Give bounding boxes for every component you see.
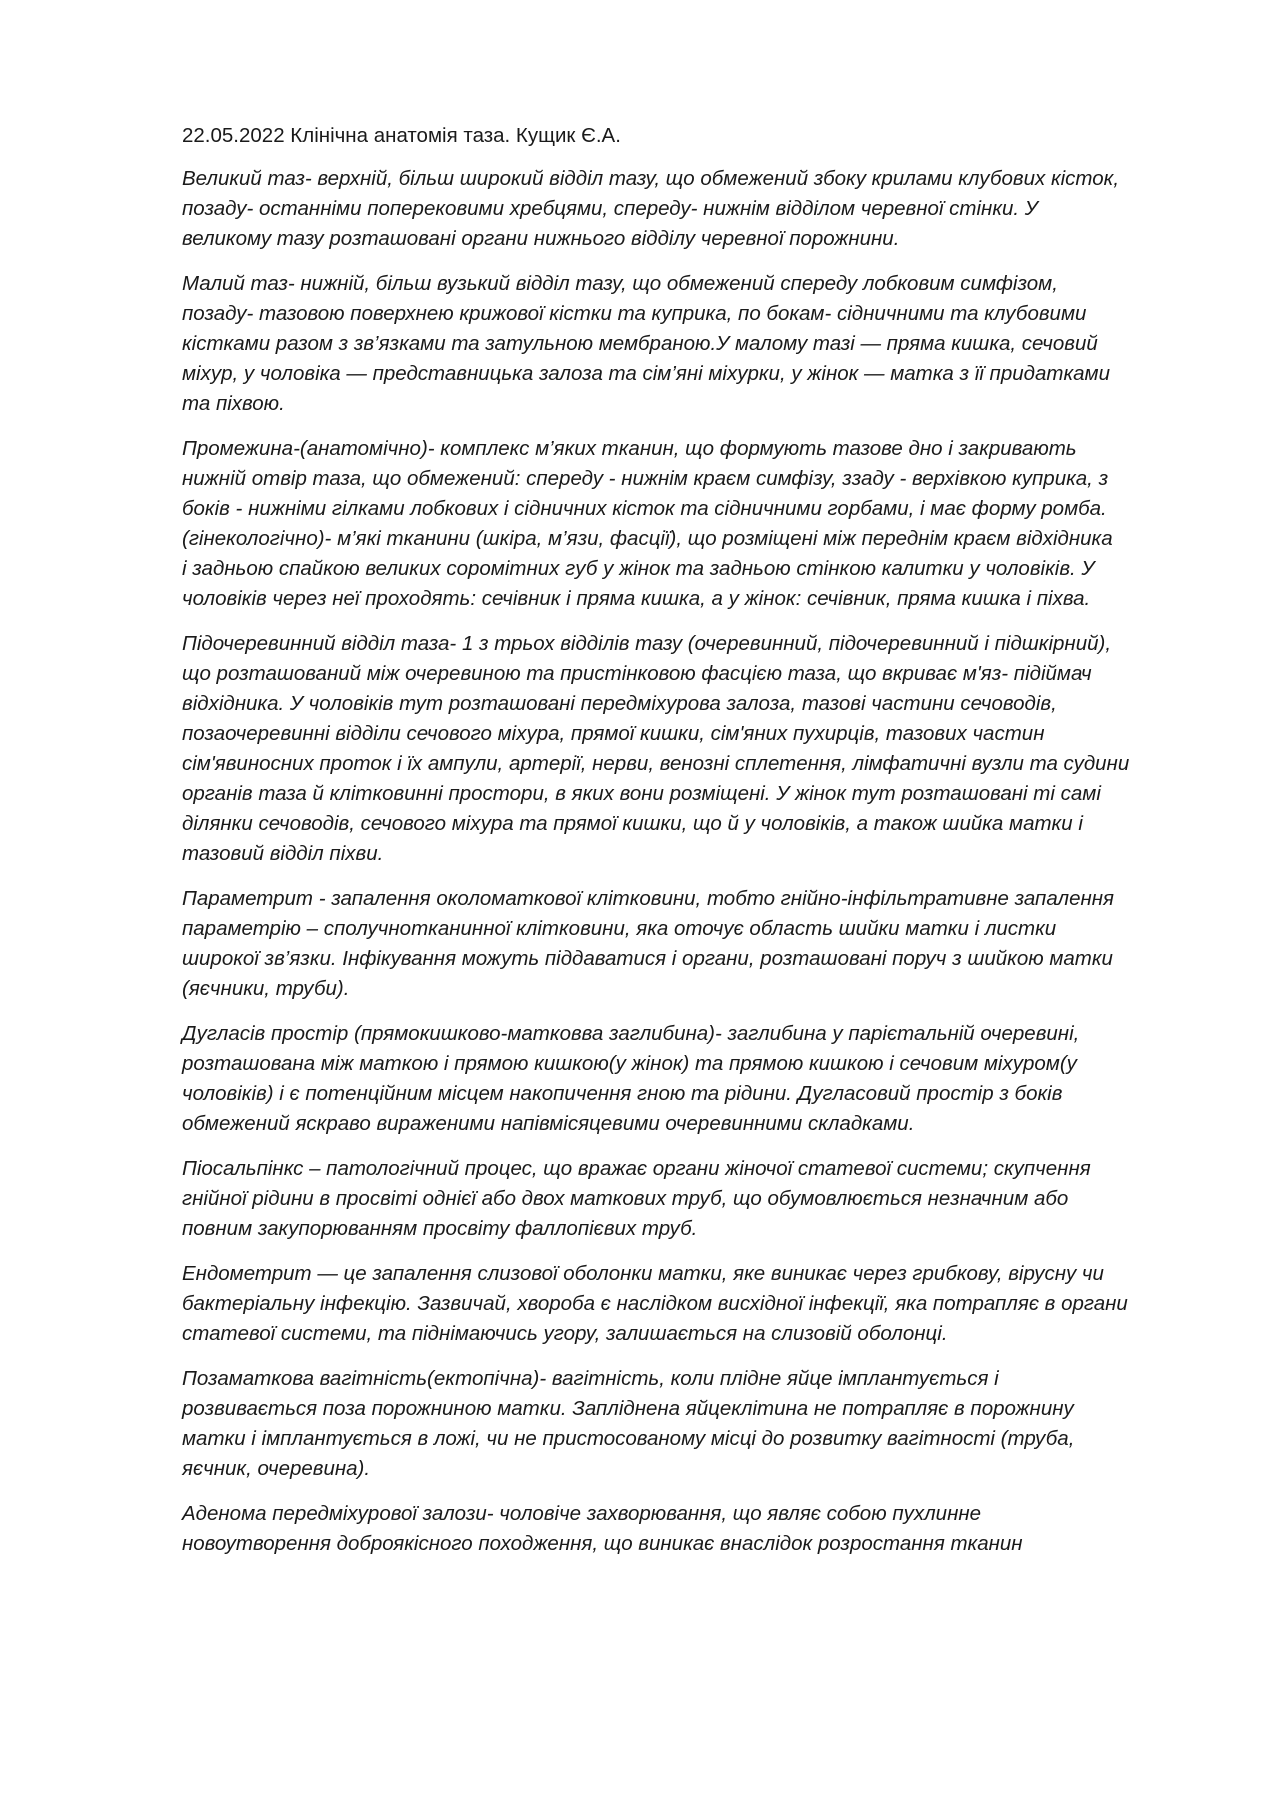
paragraph-line: Підочеревинний відділ таза- 1 з трьох відділів тазу (очеревинний, підочеревинний і підшкірний), <box>182 632 1112 655</box>
paragraph-line: Промежина-(анатомічно)- комплекс м’яких тканин, що формують тазове дно і закривають <box>182 437 1077 460</box>
paragraph-line: позаду- тазовою поверхнею крижової кістки та куприка, по бокам- сідничними та клубовими <box>182 302 1087 325</box>
paragraph <box>182 434 1192 614</box>
paragraph-line: міхур, у чоловіка — представницька залоза та сім’яні міхурки, у жінок — матка з її придатками <box>182 362 1110 385</box>
paragraph-line: гнійної рідини в просвіті однієї або двох маткових труб, що обумовлюється незначним або <box>182 1187 1069 1210</box>
paragraph-line: відхідника. У чоловіків тут розташовані передміхурова залоза, тазові частини сечоводів, <box>182 692 1057 715</box>
paragraph-line: Дугласів простір (прямокишково-матковва заглибина)- заглибина у парієтальній очеревині, <box>182 1022 1080 1045</box>
document-header: 22.05.2022 Клінічна анатомія таза. Кущик Є.А. <box>182 124 621 147</box>
paragraph-line: Аденома передміхурової залози- чоловіче захворювання, що являє собою пухлинне <box>182 1502 982 1525</box>
paragraph-line: (гінекологічно)- м’які тканини (шкіра, м’язи, фасції), що розміщені між переднім краєм відхідника <box>182 527 1113 550</box>
paragraph-line: позаду- останніми поперековими хребцями, спереду- нижнім відділом черевної стінки. У <box>182 197 1038 220</box>
paragraph-line: сім'явиносних проток і їх ампули, артерії, нерви, венозні сплетення, лімфатичні вузли та судини <box>182 752 1130 775</box>
paragraph <box>182 1364 1192 1484</box>
paragraph-line: новоутворення доброякісного походження, що виникає внаслідок розростання тканин <box>182 1532 1023 1555</box>
paragraph-line: і задньою спайкою великих соромітних губ у жінок та задньою стінкою калитки у чоловіків. У <box>182 557 1095 580</box>
paragraph-line: чоловіків) і є потенційним місцем накопичення гною та рідини. Дугласовий простір з боків <box>182 1082 1063 1105</box>
paragraph-line: ділянки сечоводів, сечового міхура та прямої кишки, що й у чоловіків, а також шийка матки і <box>182 812 1083 835</box>
paragraph <box>182 164 1192 254</box>
paragraph-line: широкої зв’язки. Інфікування можуть піддаватися і органи, розташовані поруч з шийкою матки <box>182 947 1113 970</box>
paragraph-line: Великий таз- верхній, більш широкий відділ тазу, що обмежений збоку крилами клубових кісток, <box>182 167 1120 190</box>
paragraph-line: (яєчники, труби). <box>182 977 350 1000</box>
paragraph-line: розташована між маткою і прямою кишкою(у жінок) та прямою кишкою і сечовим міхуром(у <box>182 1052 1077 1075</box>
paragraph-line: що розташований між очеревиною та пристінковою фасцією таза, що вкриває м'яз- підіймач <box>182 662 1092 685</box>
paragraph-line: Піосальпінкс – патологічний процес, що вражає органи жіночої статевої системи; скупчення <box>182 1157 1091 1180</box>
paragraph-line: Малий таз- нижній, більш вузький відділ тазу, що обмежений спереду лобковим симфізом, <box>182 272 1058 295</box>
paragraph-line: параметрію – сполучнотканинної клітковини, яка оточує область шийки матки і листки <box>182 917 1057 940</box>
paragraph-line: боків - нижніми гілками лобкових і сідничних кісток та сідничними горбами, і має форму ромба. <box>182 497 1107 520</box>
paragraph <box>182 269 1192 419</box>
paragraph <box>182 884 1192 1004</box>
paragraph-line: розвивається поза порожниною матки. Запліднена яйцеклітина не потрапляє в порожнину <box>182 1397 1074 1420</box>
paragraph-line: органів таза й клітковинні простори, в яких вони розміщені. У жінок тут розташовані ті самі <box>182 782 1101 805</box>
paragraph-line: яєчник, очеревина). <box>182 1457 371 1480</box>
paragraph-line: Параметрит - запалення околоматкової клітковини, тобто гнійно-інфільтративне запалення <box>182 887 1114 910</box>
paragraph-line: обмежений яскраво вираженими напівмісяцевими очеревинними складками. <box>182 1112 915 1135</box>
paragraph <box>182 1019 1192 1139</box>
document-body <box>182 121 1192 1574</box>
paragraph <box>182 1499 1192 1559</box>
paragraph-line: чоловіків через неї проходять: сечівник і пряма кишка, а у жінок: сечівник, пряма кишка і піхва. <box>182 587 1091 610</box>
paragraph-line: тазовий відділ піхви. <box>182 842 384 865</box>
paragraph-line: позаочеревинні відділи сечового міхура, прямої кишки, сім'яних пухирців, тазових частин <box>182 722 1045 745</box>
paragraph-line: кістками разом з зв’язками та затульною мембраною.У малому тазі — пряма кишка, сечовий <box>182 332 1098 355</box>
paragraph-line: Позаматкова вагітність(ектопічна)- вагітність, коли плідне яйце імплантується і <box>182 1367 999 1390</box>
paragraph <box>182 1154 1192 1244</box>
paragraph-line: Ендометрит — це запалення слизової оболонки матки, яке виникає через грибкову, вірусну чи <box>182 1262 1104 1285</box>
paragraph <box>182 629 1192 869</box>
paragraph-line: та піхвою. <box>182 392 285 415</box>
paragraph-list <box>182 164 1192 1559</box>
paragraph-line: нижній отвір таза, що обмежений: спереду - нижнім краєм симфізу, ззаду - верхівкою куприка, з <box>182 467 1109 490</box>
paragraph-line: повним закупорюванням просвіту фаллопієвих труб. <box>182 1217 698 1240</box>
paragraph-line: матки і імплантується в ложі, чи не пристосованому місці до розвитку вагітності (труба, <box>182 1427 1075 1450</box>
paragraph <box>182 1259 1192 1349</box>
paragraph-line: бактеріальну інфекцію. Зазвичай, хвороба є наслідком висхідної інфекції, яка потрапляє в органи <box>182 1292 1128 1315</box>
paragraph-line: великому тазу розташовані органи нижнього відділу черевної порожнини. <box>182 227 900 250</box>
paragraph-line: статевої системи, та піднімаючись угору, залишається на слизовій оболонці. <box>182 1322 948 1345</box>
